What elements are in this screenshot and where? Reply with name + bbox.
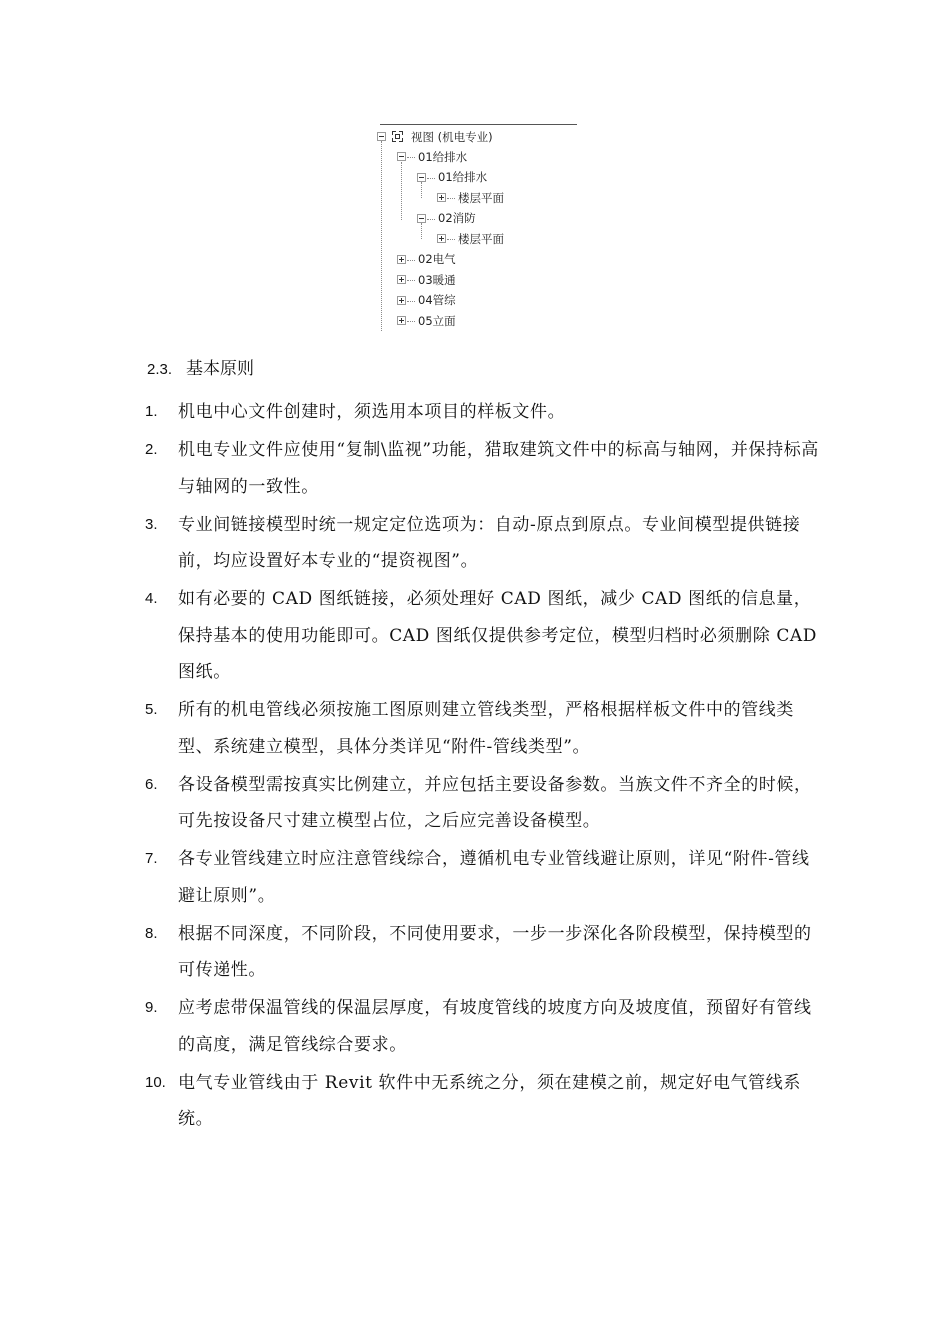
item-number: 5.: [145, 701, 158, 718]
item-text: 各专业管线建立时应注意管线综合，遵循机电专业管线避让原则，详见“附件-管线避让原则”。: [178, 849, 810, 906]
item-number: 3.: [145, 515, 158, 533]
item-text: 专业间链接模型时统一规定定位选项为：自动-原点到原点。专业间模型提供链接前，均应设置好本专业的“提资视图”。: [178, 514, 801, 571]
section-heading: [147, 357, 254, 382]
collapse-toggle[interactable]: [417, 173, 426, 182]
item-text: 机电专业文件应使用“复制\监视”功能，猎取建筑文件中的标高与轴网，并保持标高与轴网的一致性。: [178, 440, 819, 497]
item-number: 7.: [145, 850, 158, 867]
section-title: 基本原则: [186, 359, 255, 379]
principles-list: [145, 394, 825, 1139]
item-number: 1.: [145, 403, 158, 420]
list-item: [145, 767, 825, 840]
item-number: 4.: [145, 590, 158, 607]
collapse-toggle[interactable]: [417, 214, 426, 223]
project-browser-tree: [374, 122, 579, 332]
expand-toggle[interactable]: [397, 275, 406, 284]
collapse-toggle[interactable]: [397, 152, 406, 161]
expand-toggle[interactable]: [437, 193, 446, 202]
tree-node-label[interactable]: 楼层平面: [458, 191, 504, 205]
item-number: 2.: [145, 441, 158, 458]
list-item: [145, 841, 825, 914]
tree-guide-line: [421, 223, 422, 239]
item-number: 10.: [145, 1073, 166, 1091]
list-item: [145, 507, 825, 580]
tree-connector: [407, 301, 415, 302]
tree-node-label[interactable]: 楼层平面: [458, 232, 504, 246]
tree-connector: [407, 321, 415, 322]
item-text: 机电中心文件创建时，须选用本项目的样板文件。: [178, 402, 566, 422]
tree-guide-line: [381, 141, 382, 331]
list-item: [145, 692, 825, 765]
list-item: [145, 916, 825, 989]
tree-node-label[interactable]: 02消防: [438, 211, 476, 225]
tree-connector: [447, 198, 455, 199]
section-number: 2.3.: [147, 361, 173, 378]
tree-connector: [447, 239, 455, 240]
expand-toggle[interactable]: [397, 255, 406, 264]
tree-root-label[interactable]: 视图 (机电专业): [411, 130, 493, 144]
tree-connector: [407, 280, 415, 281]
tree-connector: [427, 178, 435, 179]
item-text: 如有必要的 CAD 图纸链接，必须处理好 CAD 图纸，减少 CAD 图纸的信息量，保持基本的使用功能即可。CAD 图纸仅提供参考定位，模型归档时必须删除 CAD 图纸。: [178, 589, 818, 682]
tree-node-label[interactable]: 05立面: [418, 314, 456, 328]
expand-toggle[interactable]: [397, 316, 406, 325]
item-text: 根据不同深度，不同阶段，不同使用要求，一步一步深化各阶段模型，保持模型的可传递性。: [178, 923, 812, 980]
list-item: [145, 1065, 825, 1138]
list-item: [145, 432, 825, 505]
collapse-toggle[interactable]: [377, 132, 386, 141]
tree-connector: [427, 219, 435, 220]
tree-node-label[interactable]: 04管综: [418, 293, 456, 307]
item-text: 应考虑带保温管线的保温层厚度，有坡度管线的坡度方向及坡度值，预留好有管线的高度，满足管线综合要求。: [178, 998, 812, 1055]
item-text: 电气专业管线由于 Revit 软件中无系统之分，须在建模之前，规定好电气管线系统。: [178, 1072, 801, 1129]
item-text: 各设备模型需按真实比例建立，并应包括主要设备参数。当族文件不齐全的时候，可先按设备尺寸建立模型占位，之后应完善设备模型。: [178, 774, 812, 831]
item-number: 6.: [145, 775, 158, 793]
item-number: 8.: [145, 924, 158, 942]
tree-connector: [407, 157, 415, 158]
tree-guide-line: [421, 182, 422, 198]
list-item: [145, 394, 825, 431]
tree-top-border: [380, 124, 577, 125]
tree-node-label[interactable]: 01给排水: [438, 170, 488, 184]
list-item: [145, 581, 825, 691]
tree-node-label[interactable]: 03暖通: [418, 273, 456, 287]
view-icon: [392, 131, 403, 142]
list-item: [145, 990, 825, 1063]
item-number: 9.: [145, 999, 158, 1016]
tree-guide-line: [401, 162, 402, 220]
tree-node-label[interactable]: 01给排水: [418, 150, 468, 164]
expand-toggle[interactable]: [437, 234, 446, 243]
tree-connector: [407, 260, 415, 261]
expand-toggle[interactable]: [397, 296, 406, 305]
tree-node-label[interactable]: 02电气: [418, 252, 456, 266]
item-text: 所有的机电管线必须按施工图原则建立管线类型，严格根据样板文件中的管线类型、系统建立模型，具体分类详见“附件-管线类型”。: [178, 700, 794, 757]
